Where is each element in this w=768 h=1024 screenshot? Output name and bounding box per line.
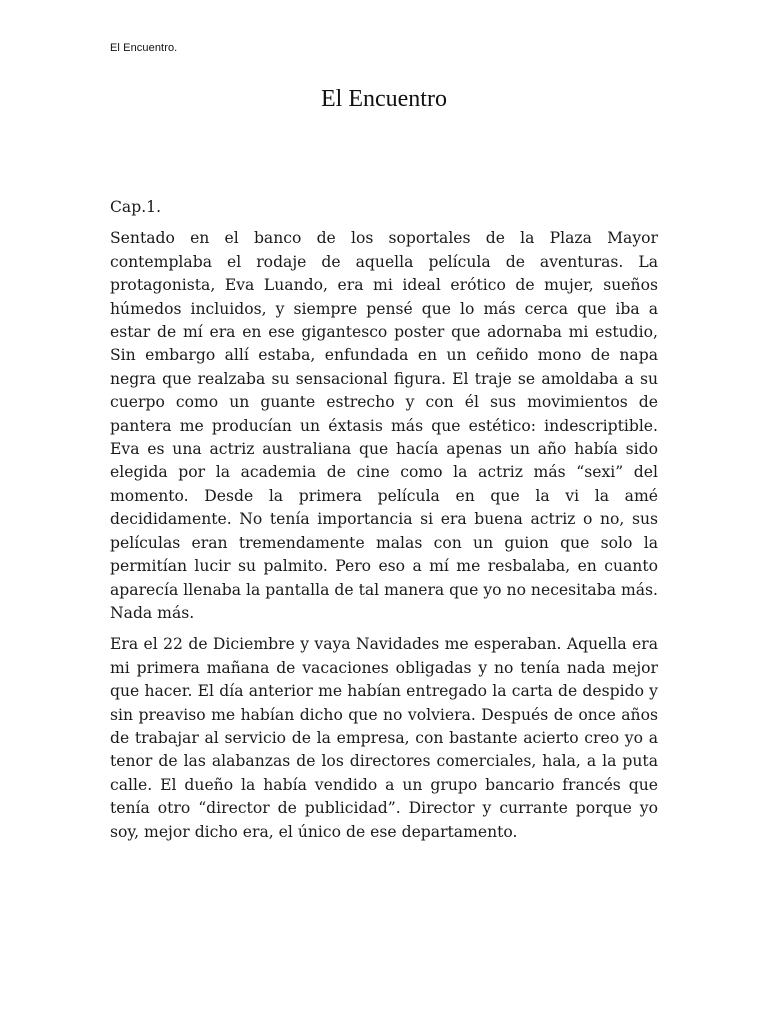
paragraph-1: Sentado en el banco de los soportales de la Plaza Mayor contemplaba el rodaje de aquella película de aventuras. La protagonista, Eva Luando, era mi ideal erótico de mujer, sueños húmedos incluidos, y siempre pensé que lo más cerca que iba a estar de mí era en ese gigantesco poster que adornaba mi estudio, Sin embargo allí estaba, enfundada en un ceñido mono de napa negra que realzaba su sensacional figura. El traje se amoldaba a su cuerpo como un guante estrecho y con él sus movimientos de pantera me producían un éxtasis más que estético: indescriptible. Eva es una actriz australiana que hacía apenas un año había sido elegida por la academia de cine como la actriz más “sexi” del momento. Desde la primera película en que la vi la amé decididamente. No tenía importancia si era buena actriz o no, sus películas eran tremendamente malas con un guion que solo la permitían lucir su palmito. Pero eso a mí me resbalaba, en cuanto aparecía llenaba la pantalla de tal manera que yo no necesitaba más. Nada más. [110,229,658,622]
paragraph-2: Era el 22 de Diciembre y vaya Navidades me esperaban. Aquella era mi primera mañana de vacaciones obligadas y no tenía nada mejor que hacer. El día anterior me habían entregado la carta de despido y sin preaviso me habían dicho que no volviera. Después de once años de trabajar al servicio de la empresa, con bastante acierto creo yo a tenor de las alabanzas de los directores comerciales, hala, a la puta calle. El dueño la había vendido a un grupo bancario francés que tenía otro “director de publicidad”. Director y currante porque yo soy, mejor dicho era, el único de ese departamento. [110,635,658,841]
running-header: El Encuentro. [110,42,178,54]
document-body [110,196,658,852]
chapter-heading: Cap.1. [110,198,162,216]
document-title: El Encuentro [321,86,447,112]
